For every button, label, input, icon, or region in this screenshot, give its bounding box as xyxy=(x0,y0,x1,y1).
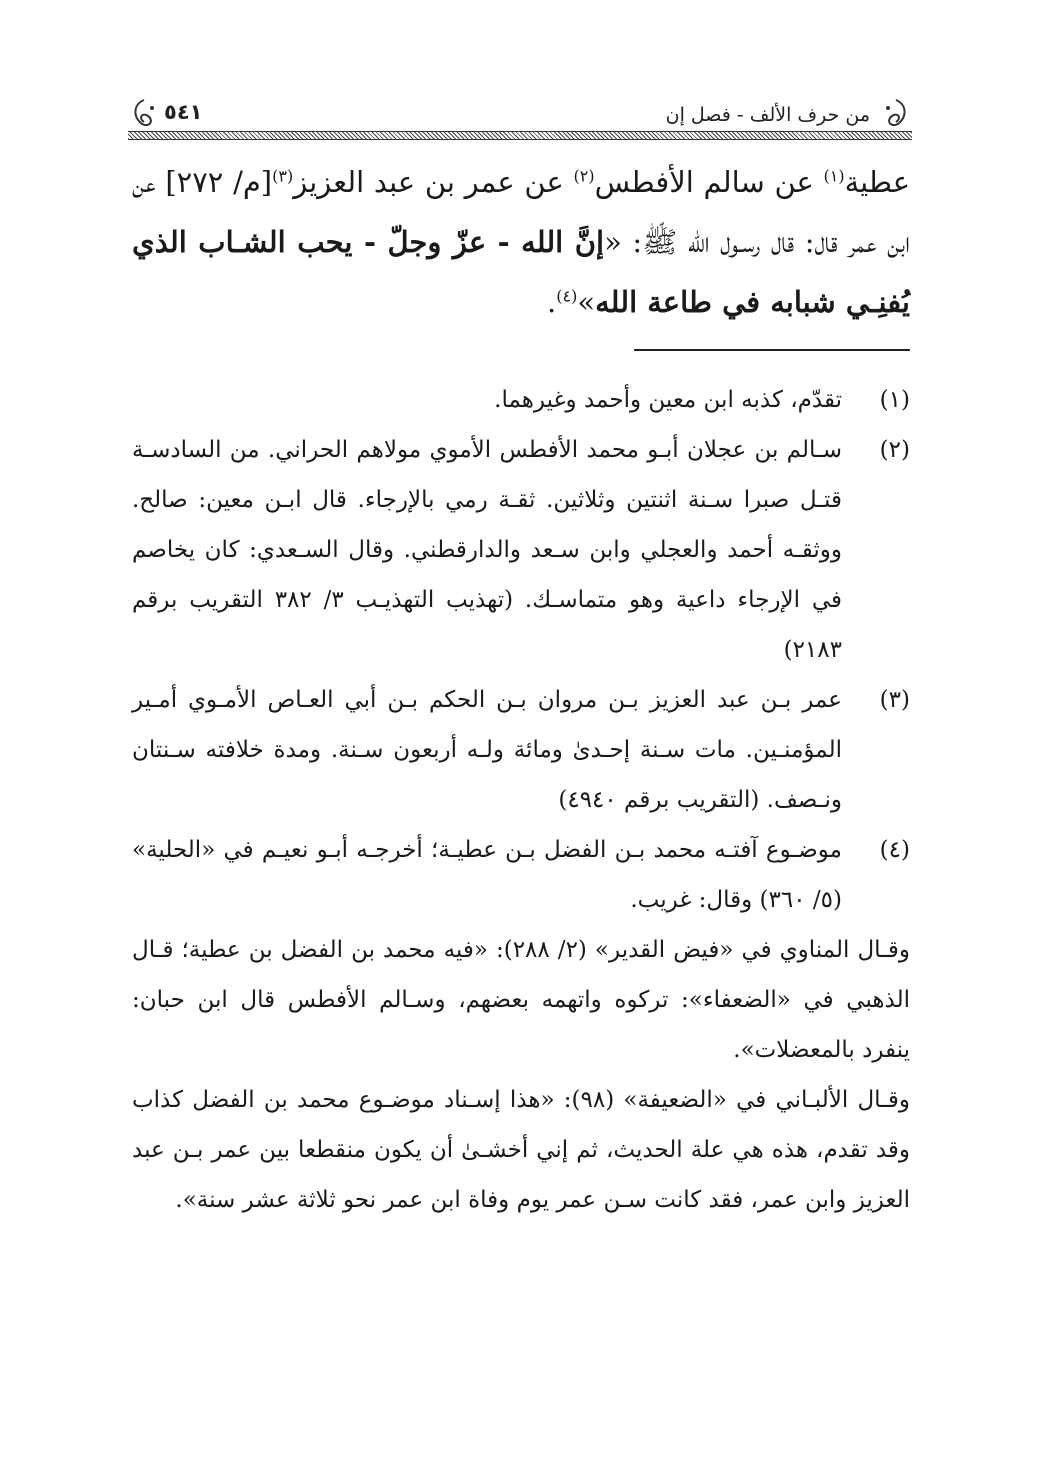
footnote-ref: (٢) xyxy=(573,166,595,186)
header-rule xyxy=(128,131,912,140)
final-punctuation: . xyxy=(547,285,557,319)
footnote xyxy=(132,825,910,925)
footnotes xyxy=(132,375,910,1225)
closing-quote: » xyxy=(577,285,596,319)
footnote xyxy=(132,675,910,825)
text-segment: [م/ ٢٧٢] عن ابن عمر قال: قال رسـول الله ﷺ: « xyxy=(132,165,910,259)
ornament-icon xyxy=(880,98,912,132)
hadith-text: إنَّ الله - عزّ وجلّ - يحب الشـاب الذي يُفنِـي شبابه في طاعة الله xyxy=(132,225,910,319)
footnote-text: عمر بـن عبد العزيز بـن مروان بـن الحكم بـن أبي العـاص الأمـوي أمـير المؤمنـين. مات سـنة إحـدىٰ ومائة ولـه أربعون سـنة. ومدة خلافته سـنتان ونـصف. (التقريب برقم ٤٩٤٠) xyxy=(132,687,842,813)
chapter-title: من حرف الألف - فصل إن xyxy=(665,104,870,126)
footnote xyxy=(132,425,910,675)
footnote xyxy=(132,375,910,425)
footnote-number: (٣) xyxy=(879,687,910,713)
footnote-separator xyxy=(634,349,910,351)
text-segment: عن عمر بن عبد العزيز xyxy=(293,165,574,199)
footnote-text: موضـوع آفتـه محمد بـن الفضل بـن عطيـة؛ أخرجـه أبـو نعيـم في «الحلية» (٥/ ٣٦٠) وقال: غريب. xyxy=(132,837,842,913)
text-segment: عن سالم الأفطس xyxy=(594,165,824,199)
running-header xyxy=(128,98,912,140)
footnote-number: (٢) xyxy=(879,437,910,463)
footnote-text: سـالم بن عجلان أبـو محمد الأفطس الأموي مولاهم الحراني. من السادسـة قتـل صبرا سـنة اثنتين وثلاثين. ثقـة رمي بالإرجاء. قال ابـن معين: صالح. ووثقـه أحمد والعجلي وابن سـعد والدارقطني. وقال السـعدي: كان يخاصم في الإرجاء داعية وهو متماسـك. (تهذيب التهذيـب ٣/ ٣٨٢ التقريب برقم ٢١٨٣) xyxy=(132,437,843,663)
footnote-number: (٤) xyxy=(879,837,910,863)
footnote-ref: (٤) xyxy=(556,286,578,306)
ornament-icon xyxy=(128,98,160,132)
footnote-continuation: وقـال المناوي في «فيض القدير» (٢/ ٢٨٨): «فيه محمد بن الفضل بن عطية؛ قـال الذهبي في «الضعفاء»: تركوه واتهمه بعضهم، وسـالم الأفطس قال ابن حبان: ينفرد بالمعضلات». xyxy=(132,937,911,1063)
footnote-number: (١) xyxy=(879,387,910,413)
main-text xyxy=(132,152,910,332)
footnote-ref: (٣) xyxy=(272,166,294,186)
footnote-ref: (١) xyxy=(823,166,845,186)
page-number: ٥٤١ xyxy=(164,100,203,124)
footnote-continuation: وقـال الألبـاني في «الضعيفة» (٩٨): «هذا إسـناد موضـوع محمد بن الفضل كذاب وقد تقدم، هذه هي علة الحديث، ثم إني أخشـىٰ أن يكون منقطعا بين عمر بـن عبد العزيز وابن عمر، فقد كانت سـن عمر يوم وفاة ابن عمر نحو ثلاثة عشر سنة». xyxy=(132,1087,911,1213)
text-segment: عطية xyxy=(844,165,911,199)
footnote-text: تقدّم، كذبه ابن معين وأحمد وغيرهما. xyxy=(494,387,842,413)
